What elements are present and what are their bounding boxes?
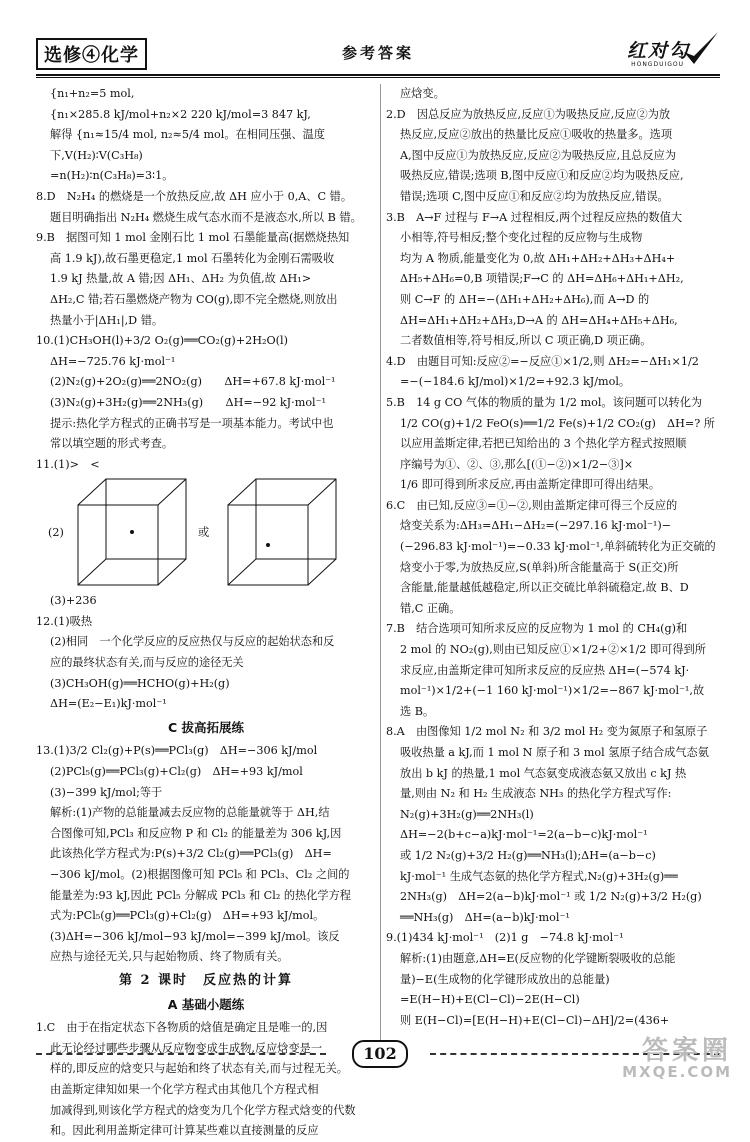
text-line: 解析:(1)由题意,ΔH=E(反应物的化学键断裂吸收的总能	[400, 951, 676, 965]
text-line: kJ·mol⁻¹ 生成气态氨的热化学方程式,N₂(g)+3H₂(g)══	[400, 869, 678, 883]
cubes-or: 或	[198, 526, 210, 540]
text-line: 6.C 由已知,反应③=①−②,则由盖斯定律可得三个反应的	[386, 498, 678, 512]
text-line: 放出 b kJ 的热量,1 mol 气态氨变成液态氨又放出 c kJ 热	[400, 766, 687, 780]
text-line: 1.9 kJ 热量,故 A 错;因 ΔH₁、ΔH₂ 为负值,故 ΔH₁>	[50, 272, 312, 286]
text-line: 热反应,反应②放出的热量比反应①吸收的热量多。选项	[400, 128, 673, 142]
text-line: 此无论经过哪些步骤从反应物变成生成物,反应焓变是一	[50, 1041, 323, 1055]
text-line: mol⁻¹)×1/2+(−1 160 kJ·mol⁻¹)×1/2=−867 kJ·mol⁻¹,故	[400, 684, 705, 698]
text-line: (3)+236	[50, 594, 97, 608]
text-line: 以应用盖斯定律,若把已知给出的 3 个热化学方程式按照顺	[400, 437, 687, 451]
text-line: 2 mol 的 NO₂(g),则由已知反应①×1/2+②×1/2 即可得到所	[400, 643, 706, 657]
text-line: 8.D N₂H₄ 的燃烧是一个放热反应,故 ΔH 应小于 0,A、C 错。	[36, 189, 353, 203]
text-line: 求反应,由盖斯定律可知所求反应的反应热 ΔH=(−574 kJ·	[400, 663, 690, 677]
text-line: (3)−399 kJ/mol;等于	[50, 785, 163, 799]
text-line: 7.B 结合选项可知所求反应的反应物为 1 mol 的 CH₄(g)和	[386, 622, 688, 636]
text-line: {n₁×285.8 kJ/mol+n₂×2 220 kJ/mol=3 847 kJ,	[50, 107, 311, 121]
text-line: 应的最终状态有关,而与反应的途径无关	[50, 656, 244, 670]
right-column	[386, 84, 722, 1031]
text-line: 13.(1)3/2 Cl₂(g)+P(s)══PCl₃(g) ΔH=−306 kJ/mol	[36, 744, 318, 758]
text-line: 序编号为①、②、③,那么[(①−②)×1/2−③]×	[400, 457, 634, 471]
text-line: 含能量,能量越低越稳定,所以正交硫比单斜硫稳定,故 B、D	[400, 581, 689, 595]
text-line: 11.(1)> <	[36, 457, 100, 471]
text-line: 能量差为:93 kJ,因此 PCl₅ 分解成 PCl₃ 和 Cl₂ 的热化学方程	[50, 888, 351, 902]
text-line: 此该热化学方程式为:P(s)+3/2 Cl₂(g)══PCl₃(g) ΔH=	[50, 847, 332, 861]
text-line: 题目明确指出 N₂H₄ 燃烧生成气态水而不是液态水,所以 B 错。	[50, 210, 362, 224]
text-line: 1.C 由于在指定状态下各物质的焓值是确定且是唯一的,因	[36, 1021, 328, 1035]
text-line: 选 B。	[400, 704, 435, 718]
cubes-label: (2)	[48, 526, 64, 540]
text-line: 1/6 即可得到所求反应,再由盖斯定律即可得出结果。	[400, 478, 661, 492]
brand-logo-sub: HONGDUIGOU	[631, 61, 684, 68]
text-line: 热量小于|ΔH₁|,D 错。	[50, 313, 164, 327]
text-line: ΔH=−2(b+c−a)kJ·mol⁻¹=2(a−b−c)kJ·mol⁻¹	[400, 828, 648, 842]
text-line: 均为 A 物质,能量变化为 0,故 ΔH₁+ΔH₂+ΔH₃+ΔH₄+	[400, 251, 676, 265]
text-line: A,图中反应①为放热反应,反应②为吸热反应,且总反应为	[400, 148, 677, 162]
header-rule-thin	[36, 77, 720, 78]
text-line: (3)ΔH=−306 kJ/mol−93 kJ/mol=−399 kJ/mol。该反	[50, 929, 340, 943]
text-line: (2)N₂(g)+2O₂(g)══2NO₂(g) ΔH=+67.8 kJ·mol⁻¹	[50, 375, 336, 389]
text-line: 式为:PCl₅(g)══PCl₃(g)+Cl₂(g) ΔH=+93 kJ/mol。	[50, 909, 325, 923]
section-heading-c: C 拔高拓展练	[167, 719, 245, 735]
text-line: =E(H−H)+E(Cl−Cl)−2E(H−Cl)	[400, 993, 580, 1007]
text-line: 则 E(H−Cl)=[E(H−H)+E(Cl−Cl)−ΔH]/2=(436+	[400, 1013, 670, 1027]
text-line: −306 kJ/mol。(2)根据图像可知 PCl₅ 和 PCl₃、Cl₂ 之间的	[50, 868, 350, 881]
text-line: 应焓变。	[400, 87, 445, 100]
text-line: (2)相同 一个化学反应的反应热仅与反应的起始状态和反	[50, 635, 335, 649]
watermark-line2: MXQE.COM	[622, 1063, 732, 1081]
text-line: ΔH=(E₂−E₁)kJ·mol⁻¹	[50, 697, 167, 711]
text-line: ══NH₃(g) ΔH=(a−b)kJ·mol⁻¹	[400, 910, 570, 924]
text-line: 8.A 由图像知 1/2 mol N₂ 和 3/2 mol H₂ 变为氮原子和氢原子	[386, 725, 708, 739]
page-header	[36, 30, 720, 74]
text-line: 2.D 因总反应为放热反应,反应①为吸热反应,反应②为放	[386, 107, 671, 121]
text-line: 常以填空题的形式考查。	[50, 437, 174, 451]
text-line: 焓变关系为:ΔH₃=ΔH₁−ΔH₂=(−297.16 kJ·mol⁻¹)−	[400, 519, 672, 533]
text-line: 错,C 正确。	[400, 601, 461, 615]
watermark	[622, 1030, 732, 1081]
text-line: 解析:(1)产物的总能量减去反应物的总能量就等于 ΔH,结	[50, 806, 330, 820]
text-line: 二者数值相等,符号相反,所以 C 项正确,D 项正确。	[400, 334, 652, 348]
text-line: 12.(1)吸热	[36, 614, 93, 628]
text-line: 吸收热量 a kJ,而 1 mol N 原子和 3 mol 氢原子结合成气态氨	[400, 746, 709, 759]
text-line: 4.D 由题目可知:反应②=−反应①×1/2,则 ΔH₂=−ΔH₁×1/2	[386, 354, 699, 368]
footer-rule-left	[36, 1053, 326, 1055]
text-line: {n₁+n₂=5 mol,	[50, 87, 135, 100]
text-line: 1/2 CO(g)+1/2 FeO(s)══1/2 Fe(s)+1/2 CO₂(g) ΔH=? 所	[400, 416, 715, 430]
check-icon	[680, 30, 720, 70]
text-line: 和。因此利用盖斯定律可计算某些难以直接测量的反应	[50, 1124, 319, 1138]
watermark-line1: 答案圈	[641, 1036, 732, 1066]
text-line: N₂(g)+3H₂(g)══2NH₃(l)	[400, 807, 534, 821]
text-line: 样的,即反应的焓变只与起始和终了状态有关,而与过程无关。	[50, 1062, 348, 1076]
text-line: 错误;选项 C,图中反应①和反应②均为放热反应,错误。	[400, 189, 669, 203]
header-answers: 参考答案	[341, 44, 414, 62]
text-line: 由盖斯定律知如果一个化学方程式由其他几个方程式相	[50, 1082, 319, 1096]
text-line: 焓变小于零,为放热反应,S(单斜)所含能量高于 S(正交)所	[400, 560, 679, 574]
header-rule	[36, 74, 720, 76]
text-line: 量)−E(生成物的化学键形成放出的总能量)	[400, 972, 610, 986]
crystal-cubes-figure	[36, 475, 376, 591]
text-line: 3.B A→F 过程与 F→A 过程相反,两个过程反应热的数值大	[386, 210, 683, 224]
text-line: 应热与途径无关,只与起始物质、终了物质有关。	[50, 950, 289, 964]
text-line: 则 C→F 的 ΔH=−(ΔH₁+ΔH₂+ΔH₆),而 A→D 的	[400, 292, 650, 306]
text-line: 10.(1)CH₃OH(l)+3/2 O₂(g)══CO₂(g)+2H₂O(l)	[36, 334, 288, 348]
text-line: (−296.83 kJ·mol⁻¹)=−0.33 kJ·mol⁻¹,单斜硫转化为正交硫的	[400, 540, 716, 554]
page-number: 102	[352, 1040, 408, 1068]
text-line: ΔH₂,C 错;若石墨燃烧产物为 CO(g),即不完全燃烧,则放出	[50, 292, 338, 306]
text-line: =n(H₂)∶n(C₃H₈)=3∶1。	[50, 169, 174, 183]
text-line: ΔH=−725.76 kJ·mol⁻¹	[50, 354, 176, 368]
text-line: 高 1.9 kJ),故石墨更稳定,1 mol 石墨转化为金刚石需吸收	[50, 251, 335, 265]
text-line: 或 1/2 N₂(g)+3/2 H₂(g)══NH₃(l);ΔH=(a−b−c)	[400, 848, 656, 862]
text-line: 9.(1)434 kJ·mol⁻¹ (2)1 g −74.8 kJ·mol⁻¹	[386, 931, 624, 945]
cube-right-diagram	[222, 475, 342, 589]
left-column	[36, 84, 376, 1142]
page-footer	[36, 1040, 720, 1066]
text-line: 小相等,符号相反;整个变化过程的反应物与生成物	[400, 231, 643, 245]
text-line: (3)N₂(g)+3H₂(g)══2NH₃(g) ΔH=−92 kJ·mol⁻¹	[50, 395, 327, 409]
text-line: 5.B 14 g CO 气体的物质的量为 1/2 mol。该问题可以转化为	[386, 395, 703, 409]
lesson-title: 第 2 课时 反应热的计算	[118, 972, 294, 988]
text-line: =−(−184.6 kJ/mol)×1/2=+92.3 kJ/mol。	[400, 375, 631, 389]
brand-logo: 红对勾	[626, 40, 690, 62]
text-line: 解得 {n₁≈15/4 mol, n₂≈5/4 mol。在相同压强、温度下,V(H₂)∶V(C₃H₈)	[50, 128, 326, 162]
text-line: 提示:热化学方程式的正确书写是一项基本能力。考试中也	[50, 416, 334, 430]
text-line: 合图像可知,PCl₃ 和反应物 P 和 Cl₂ 的能量差为 306 kJ,因	[50, 826, 342, 840]
text-line: (2)PCl₅(g)══PCl₃(g)+Cl₂(g) ΔH=+93 kJ/mol	[50, 765, 303, 779]
column-divider	[380, 84, 381, 1042]
text-line: 9.B 据图可知 1 mol 金刚石比 1 mol 石墨能量高(据燃烧热知	[36, 231, 350, 245]
text-line: ΔH₅+ΔH₆=0,B 项错误;F→C 的 ΔH=ΔH₆+ΔH₁+ΔH₂,	[400, 272, 684, 286]
text-line: 量,则由 N₂ 和 H₂ 生成液态 NH₃ 的热化学方程式写作:	[400, 787, 672, 801]
text-line: 2NH₃(g) ΔH=2(a−b)kJ·mol⁻¹ 或 1/2 N₂(g)+3/2 H₂(g)	[400, 890, 702, 904]
text-line: 吸热反应,错误;选项 B,图中反应①和反应②均为吸热反应,	[400, 169, 684, 183]
section-heading-a: A 基础小题练	[167, 996, 245, 1012]
text-line: 加减得到,则该化学方程式的焓变为几个化学方程式焓变的代数	[50, 1103, 356, 1117]
book-title: 选修④化学	[36, 38, 147, 70]
text-line: (3)CH₃OH(g)══HCHO(g)+H₂(g)	[50, 676, 230, 690]
cube-left-diagram	[72, 475, 192, 589]
text-line: ΔH=ΔH₁+ΔH₂+ΔH₃,D→A 的 ΔH=ΔH₄+ΔH₅+ΔH₆,	[400, 313, 678, 327]
